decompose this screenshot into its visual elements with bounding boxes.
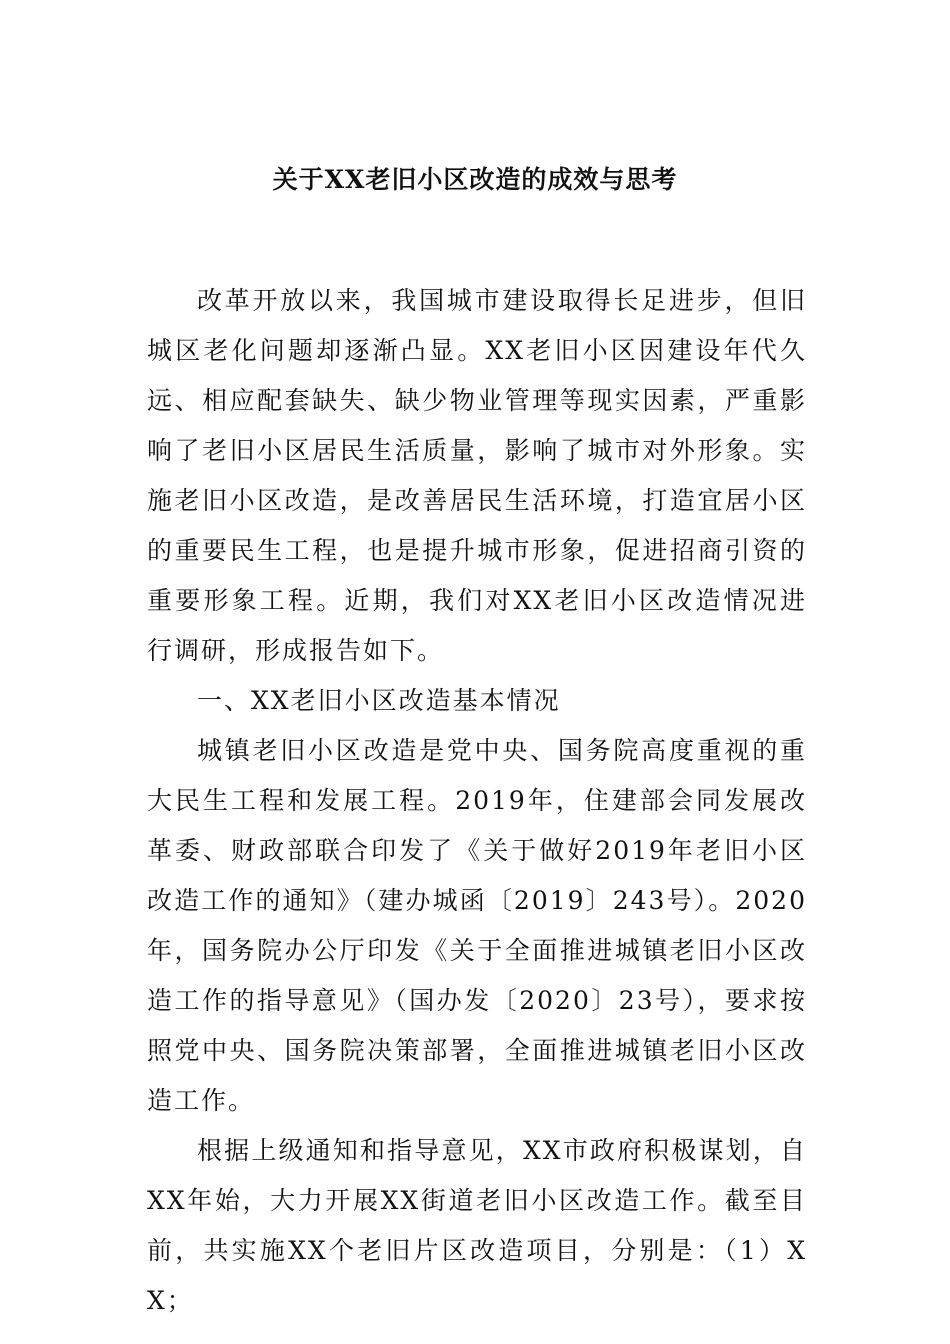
document-body <box>147 276 807 1326</box>
intro-paragraph: 改革开放以来，我国城市建设取得长足进步，但旧城区老化问题却逐渐凸显。XX老旧小区因建设年代久远、相应配套缺失、缺少物业管理等现实因素，严重影响了老旧小区居民生活质量，影响了城市对外形象。实施老旧小区改造，是改善居民生活环境，打造宜居小区的重要民生工程，也是提升城市形象，促进招商引资的重要形象工程。近期，我们对XX老旧小区改造情况进行调研，形成报告如下。 <box>147 286 807 665</box>
section-heading-1: 一、XX老旧小区改造基本情况 <box>197 686 561 715</box>
policy-paragraph: 城镇老旧小区改造是党中央、国务院高度重视的重大民生工程和发展工程。2019年，住建部会同发展改革委、财政部联合印发了《关于做好2019年老旧小区改造工作的通知》（建办城函〔2019〕243号）。2020年，国务院办公厅印发《关于全面推进城镇老旧小区改造工作的指导意见》（国办发〔2020〕23号），要求按照党中央、国务院决策部署，全面推进城镇老旧小区改造工作。 <box>147 736 807 1115</box>
implementation-paragraph: 根据上级通知和指导意见，XX市政府积极谋划，自XX年始，大力开展XX街道老旧小区改造工作。截至目前，共实施XX个老旧片区改造项目，分别是：（1）XX； <box>147 1136 807 1315</box>
document-title: 关于XX老旧小区改造的成效与思考 <box>272 165 678 194</box>
